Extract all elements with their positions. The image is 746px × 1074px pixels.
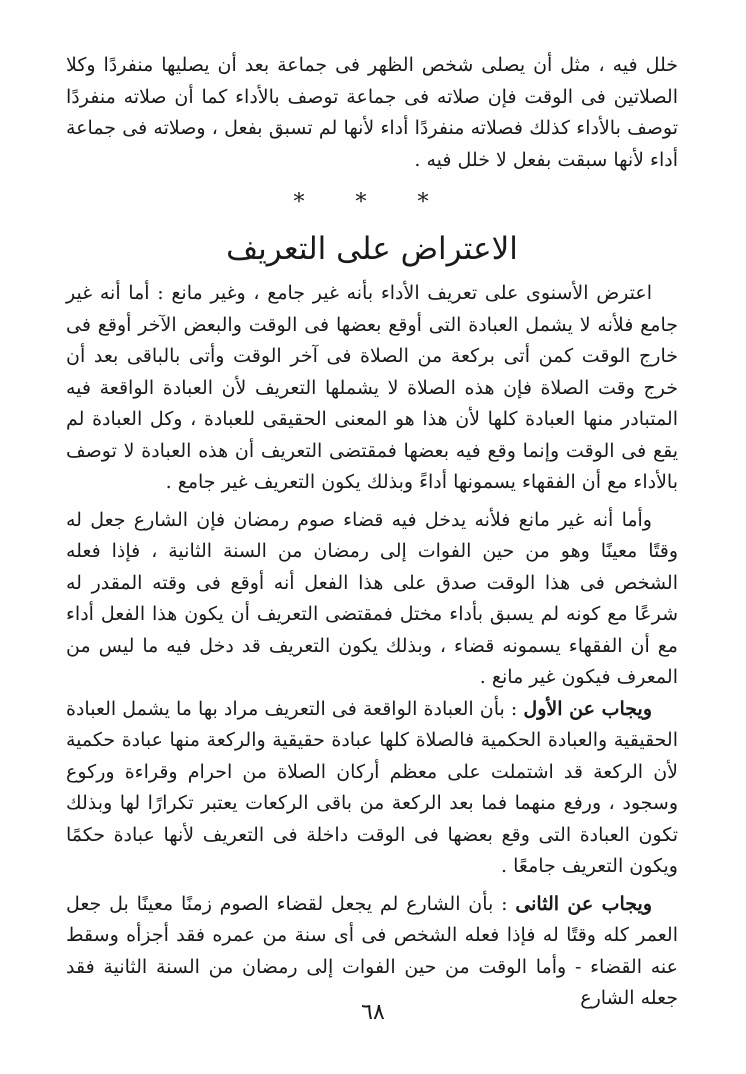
- answer-paragraph-2: [66, 889, 678, 1015]
- answer-2-text: : بأن الشارع لم يجعل لقضاء الصوم زمنًا معينًا بل جعل العمر كله وقتًا له فإذا فعله الشخص فى أى سنة من عمره فقد أجزأه وسقط عنه القضاء - وأما الوقت من حين الفوات إلى رمضان من السنة الثانية فقد جعله الشارع: [66, 892, 678, 1009]
- objection-paragraph-2: وأما أنه غير مانع فلأنه يدخل فيه قضاء صوم رمضان فإن الشارع جعل له وقتًا معينًا وهو من حين الفوات إلى رمضان من السنة الثانية ، فإذا فعله الشخص فى هذا الوقت صدق على هذا الفعل أنه أوقع فى وقته المقدر له شرعًا مع كونه لم يسبق بأداء مختل فمقتضى التعريف أن يكون هذا الفعل أداء مع أن الفقهاء يسمونه قضاء ، وبذلك يكون التعريف قد دخل فيه ما ليس من المعرف فيكون غير مانع .: [66, 508, 678, 688]
- answer-2-lead: ويجاب عن الثانى: [515, 892, 652, 915]
- answer-1-lead: ويجاب عن الأول: [523, 697, 652, 720]
- objection-paragraph-1: اعترض الأسنوى على تعريف الأداء بأنه غير جامع ، وغير مانع : أما أنه غير جامع فلأنه لا يشمل العبادة التى أوقع بعضها فى الوقت والبعض الآخر أوقع فى خارج الوقت كمن أتى بركعة من الصلاة فى آخر الوقت وأتى بالباقى بعد أن خرج وقت الصلاة فإن هذه الصلاة لا يشملها التعريف لأن العبادة الواقعة فيه المتبادر منها العبادة كلها لأن هذا هو المعنى الحقيقى للعبادة ، وكل العبادة لم يقع فى الوقت وإنما وقع فيه بعضها فمقتضى التعريف أن هذه العبادة لا توصف بالأداء مع أن الفقهاء يسمونها أداءً وبذلك يكون التعريف غير جامع .: [66, 282, 678, 493]
- section-separator: * * *: [293, 190, 451, 215]
- page-body: [66, 50, 678, 1015]
- intro-paragraph: خلل فيه ، مثل أن يصلى شخص الظهر فى جماعة بعد أن يصليها منفردًا وكلا الصلاتين فى الوقت فإن صلاته فى جماعة توصف بالأداء كما أن صلاته منفردًا توصف بالأداء كذلك فصلاته منفردًا أداء لأنها لم تسبق بفعل ، وصلاته فى جماعة أداء لأنها سبقت بفعل لا خلل فيه .: [66, 54, 678, 171]
- answer-paragraph-1: [66, 694, 678, 883]
- answer-1-text: : بأن العبادة الواقعة فى التعريف مراد بها ما يشمل العبادة الحقيقية والعبادة الحكمية فالصلاة كلها عبادة حقيقية والركعة منها عبادة حكمية لأن الركعة قد اشتملت على معظم أركان الصلاة من احرام وقراءة وركوع وسجود ، ورفع منهما فما بعد الركعة من باقى الركعات يعتبر تكرارًا لها وبذلك تكون العبادة التى وقع بعضها فى الوقت داخلة فى التعريف لأنها عبادة حكمًا ويكون التعريف جامعًا .: [66, 697, 678, 877]
- page-number: ٦٨: [361, 1000, 385, 1025]
- section-title: الاعتراض على التعريف: [226, 231, 518, 267]
